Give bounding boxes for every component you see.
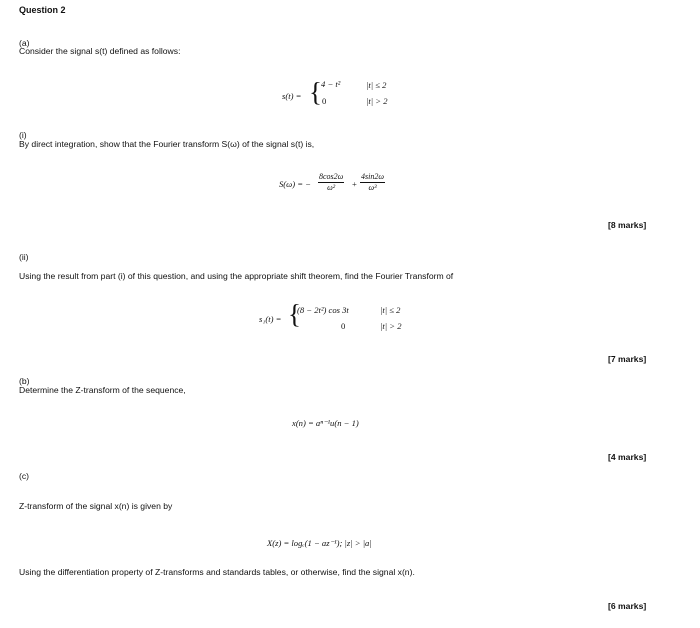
- eq-a-lhs: s(t) =: [282, 91, 302, 101]
- part-ii-label: (ii): [19, 252, 29, 262]
- part-b-text: Determine the Z-transform of the sequence,: [19, 385, 186, 395]
- part-c-text2: Using the differentiation property of Z-transforms and standards tables, or otherwise, find the signal x(n).: [19, 567, 415, 577]
- part-c-text: Z-transform of the signal x(n) is given by: [19, 501, 173, 511]
- eq-ii-case2-expr: 0: [341, 321, 346, 331]
- part-i-text: By direct integration, show that the Fourier transform S(ω) of the signal s(t) is,: [19, 139, 315, 149]
- eq-i-frac1-denominator: ω²: [327, 183, 336, 192]
- part-c-marks: [6 marks]: [608, 601, 647, 611]
- part-i-label: (i): [19, 130, 27, 140]
- eq-ii-brace: {: [288, 299, 301, 329]
- eq-i-frac1-numerator: 8cos2ω: [319, 172, 344, 181]
- eq-ii-case2-cond: |t| > 2: [380, 321, 402, 331]
- eq-a-case1-cond: |t| ≤ 2: [366, 80, 387, 90]
- eq-i-frac2-denominator: ω³: [368, 183, 377, 192]
- eq-a-case2-cond: |t| > 2: [366, 96, 388, 106]
- eq-ii-lhs: s₁(t) =: [259, 314, 282, 324]
- eq-a-case1-expr: 4 − t²: [321, 79, 341, 89]
- eq-ii-case1-cond: |t| ≤ 2: [380, 305, 401, 315]
- eq-i-frac2-numerator: 4sin2ω: [361, 172, 384, 181]
- part-ii-marks: [7 marks]: [608, 354, 647, 364]
- part-c-label: (c): [19, 471, 30, 481]
- question-title: Question 2: [19, 5, 66, 15]
- part-a-intro: Consider the signal s(t) defined as follows:: [19, 46, 181, 56]
- part-ii-text: Using the result from part (i) of this question, and using the appropriate shift theorem, find the Fourier Transform of: [19, 271, 454, 281]
- part-a-label: (a): [19, 38, 30, 48]
- eq-c: X(z) = logₑ(1 − az⁻¹); |z| > |a|: [267, 538, 372, 548]
- eq-i-fraction-1: [318, 173, 344, 192]
- eq-i-fraction-2: [360, 173, 385, 192]
- part-b-marks: [4 marks]: [608, 452, 647, 462]
- eq-a-brace: {: [309, 77, 322, 107]
- part-i-marks: [8 marks]: [608, 220, 647, 230]
- eq-i-lhs: S(ω) = −: [279, 179, 311, 189]
- part-b-label: (b): [19, 376, 30, 386]
- eq-b: x(n) = aⁿ⁻¹u(n − 1): [292, 418, 359, 428]
- eq-a-case2-expr: 0: [322, 96, 327, 106]
- eq-ii-case1-expr: (8 − 2t²) cos 3t: [297, 305, 349, 315]
- eq-i-plus: +: [352, 179, 357, 189]
